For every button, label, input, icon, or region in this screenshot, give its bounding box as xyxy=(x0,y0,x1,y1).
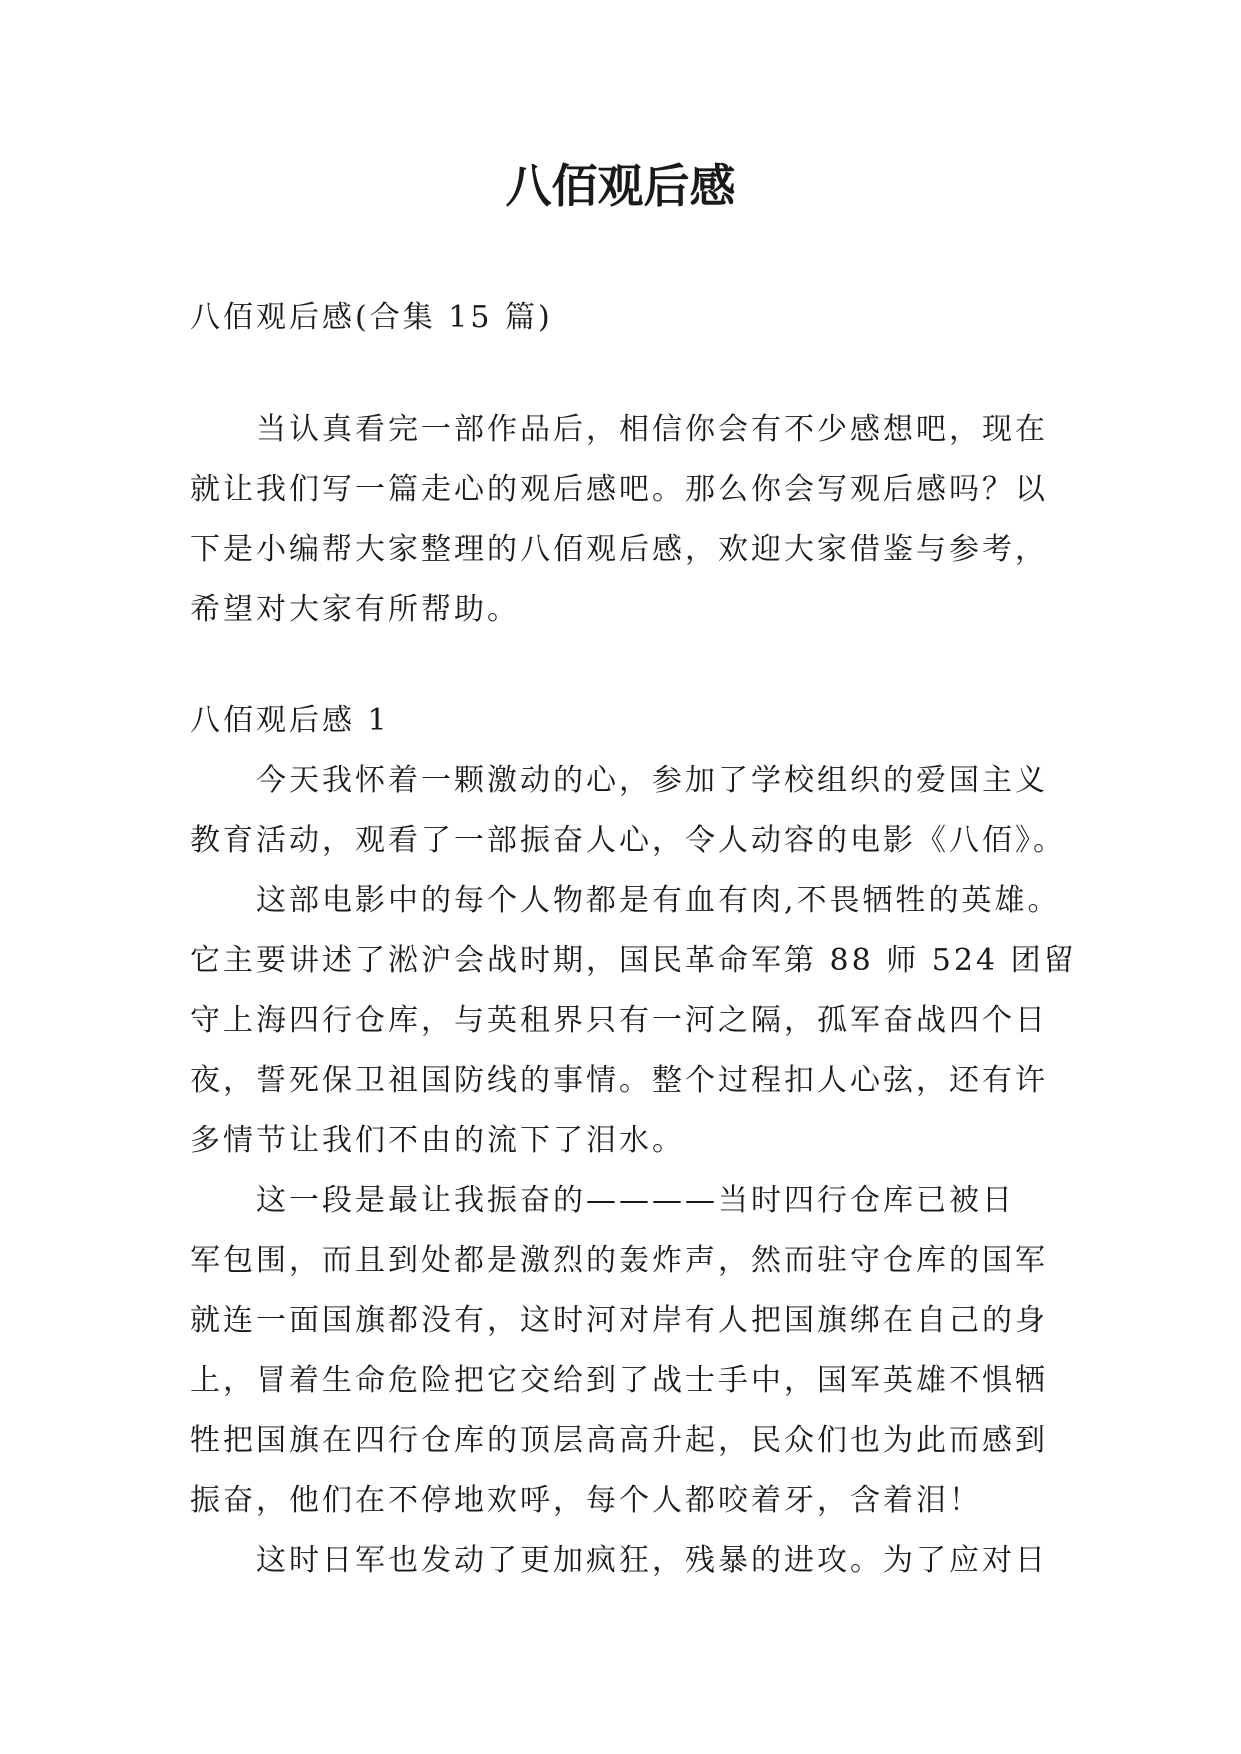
body-line: 这部电影中的每个人物都是有血有肉,不畏牺牲的英雄。 xyxy=(256,883,1061,918)
section-heading xyxy=(190,691,1060,751)
document-title: 八佰观后感 xyxy=(505,159,736,213)
subtitle-text: 八佰观后感(合集 15 篇) xyxy=(190,300,553,335)
intro-line: 下是小编帮大家整理的八佰观后感，欢迎大家借鉴与参考， xyxy=(190,532,1048,567)
body-line: 今天我怀着一颗激动的心，参加了学校组织的爱国主义 xyxy=(256,763,1048,798)
body-line: 它主要讲述了淞沪会战时期，国民革命军第 88 师 524 团留 xyxy=(190,943,1077,978)
body-line: 这一段是最让我振奋的————当时四行仓库已被日 xyxy=(256,1183,1015,1218)
intro-line: 就让我们写一篇走心的观后感吧。那么你会写观后感吗？以 xyxy=(190,472,1048,507)
body-line: 教育活动，观看了一部振奋人心，令人动容的电影《八佰》。 xyxy=(190,823,1066,858)
section-heading-text: 八佰观后感 1 xyxy=(190,703,390,738)
body-line: 振奋，他们在不停地欢呼，每个人都咬着牙，含着泪！ xyxy=(190,1483,982,1518)
intro-paragraph xyxy=(190,400,1060,640)
body-line: 上，冒着生命危险把它交给到了战士手中，国军英雄不惧牺 xyxy=(190,1363,1048,1398)
body-line: 夜，誓死保卫祖国防线的事情。整个过程扣人心弦，还有许 xyxy=(190,1063,1048,1098)
intro-line: 当认真看完一部作品后，相信你会有不少感想吧，现在 xyxy=(256,412,1048,447)
body-line: 这时日军也发动了更加疯狂，残暴的进攻。为了应对日 xyxy=(256,1543,1048,1578)
body-line: 多情节让我们不由的流下了泪水。 xyxy=(190,1123,685,1158)
document-subtitle xyxy=(190,288,1060,348)
intro-line: 希望对大家有所帮助。 xyxy=(190,592,520,627)
body-line: 就连一面国旗都没有，这时河对岸有人把国旗绑在自己的身 xyxy=(190,1303,1048,1338)
body-line: 牲把国旗在四行仓库的顶层高高升起，民众们也为此而感到 xyxy=(190,1423,1048,1458)
body-line: 守上海四行仓库，与英租界只有一河之隔，孤军奋战四个日 xyxy=(190,1003,1048,1038)
body-line: 军包围，而且到处都是激烈的轰炸声，然而驻守仓库的国军 xyxy=(190,1243,1048,1278)
essay-body xyxy=(190,751,1077,1591)
